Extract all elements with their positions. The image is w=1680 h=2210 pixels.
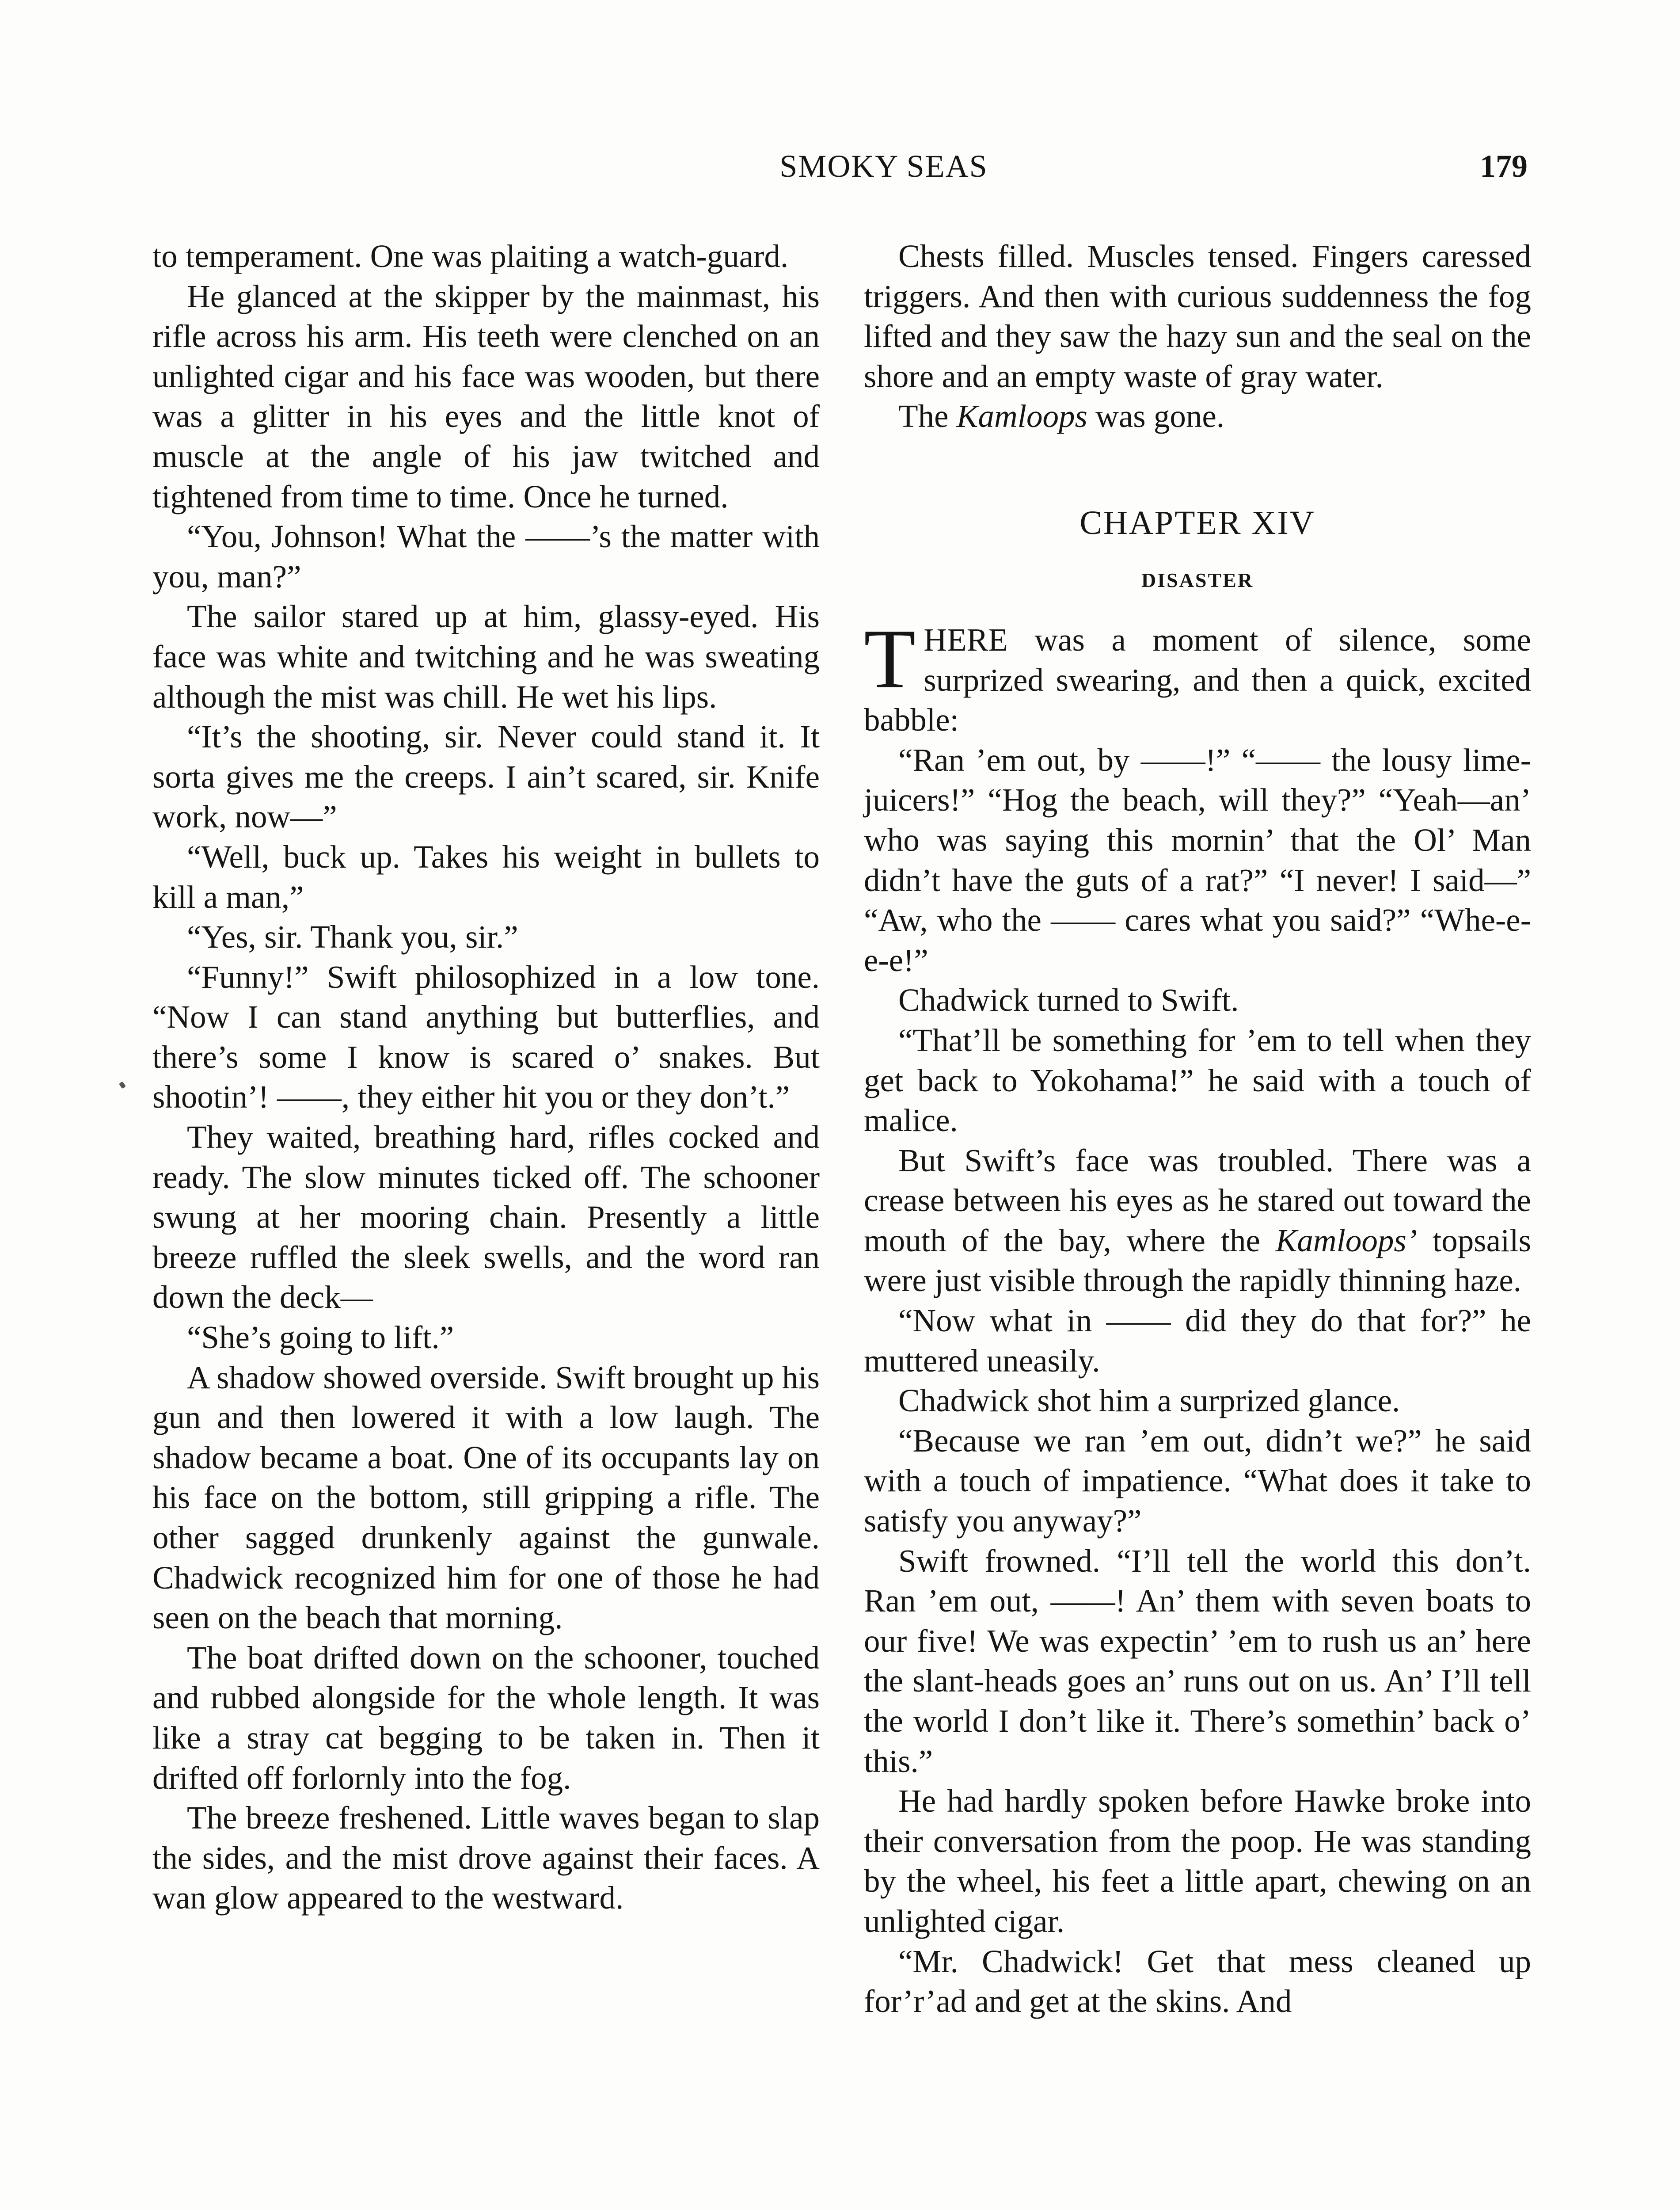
- paragraph: “She’s going to lift.”: [187, 1319, 454, 1356]
- paragraph: “Funny!” Swift philosophized in a low tone. “Now I can stand anything but butterflies, and there’s some I know is scared o’ snakes. But shootin’! ——, they either hit you or they don’t.”: [152, 959, 820, 1115]
- paragraph: “You, Johnson! What the ——’s the matter with you, man?”: [152, 518, 820, 594]
- running-title: SMOKY SEAS: [779, 149, 988, 184]
- right-column: [864, 236, 1531, 2022]
- text-run: The: [898, 398, 957, 434]
- paragraph: Swift frowned. “I’ll tell the world this don’t. Ran ’em out, ——! An’ them with seven boats to our five! We was expectin’ ’em to rush us an’ here the slant-heads goes an’ runs out on us. An’ I’ll tell the world I don’t like it. There’s somethin’ back o’ this.”: [864, 1543, 1531, 1779]
- text-run: was gone.: [1087, 398, 1225, 434]
- stray-ink-mark: [119, 1081, 126, 1089]
- paragraph: “Now what in —— did they do that for?” he muttered uneasily.: [864, 1303, 1531, 1379]
- text-run: But Swift’s face was troubled. There was a crease between his eyes as he stared out toward the mouth of the bay, where the: [864, 1142, 1531, 1258]
- text-run: HERE was a moment of silence, some surprized swearing, and then a quick, excited babble:: [864, 621, 1531, 738]
- ship-name: Kamloops’: [1275, 1222, 1418, 1258]
- paragraph: The sailor stared up at him, glassy-eyed. His face was white and twitching and he was sweating although the mist was chill. He wet his lips.: [152, 598, 820, 715]
- paragraph: “Ran ’em out, by ——!” “—— the lousy lime-juicers!” “Hog the beach, will they?” “Yeah—an’ who was saying this mornin’ that the Ol’ Man didn’t have the guts of a rat?” “I never! I said—” “Aw, who the —— cares what you said?” “Whe-e-e-e!”: [864, 742, 1531, 978]
- paragraph: “Mr. Chadwick! Get that mess cleaned up for’r’ad and get at the skins. And: [864, 1943, 1531, 2019]
- paragraph: Chests filled. Muscles tensed. Fingers caressed triggers. And then with curious suddenness the fog lifted and they saw the hazy sun and the seal on the shore and an empty waste of gray water.: [864, 238, 1531, 394]
- paragraph: A shadow showed overside. Swift brought up his gun and then lowered it with a low laugh. The shadow became a boat. One of its occupants lay on his face on the bottom, still gripping a rifle. The other sagged drunkenly against the gunwale. Chadwick recognized him for one of those he had seen on the beach that morning.: [152, 1359, 820, 1636]
- paragraph: He had hardly spoken before Hawke broke into their conversation from the poop. He was standing by the wheel, his feet a little apart, chewing on an unlighted cigar.: [864, 1783, 1531, 1939]
- chapter-subtitle: DISASTER: [1141, 568, 1254, 591]
- chapter-title: CHAPTER XIV: [1079, 504, 1315, 541]
- paragraph: “Well, buck up. Takes his weight in bullets to kill a man,”: [152, 838, 820, 915]
- paragraph: “It’s the shooting, sir. Never could stand it. It sorta gives me the creeps. I ain’t scared, sir. Knife work, now—”: [152, 719, 820, 835]
- paragraph: Chadwick shot him a surprized glance.: [898, 1383, 1400, 1419]
- text-run: topsails were just visible through the rapidly thinning haze.: [864, 1222, 1531, 1299]
- paragraph: They waited, breathing hard, rifles cocked and ready. The slow minutes ticked off. The schooner swung at her mooring chain. Presently a little breeze ruffled the sleek swells, and the word ran down the deck—: [152, 1119, 820, 1315]
- drop-cap: T: [864, 611, 916, 706]
- paragraph: He glanced at the skipper by the mainmast, his rifle across his arm. His teeth were clenched on an unlighted cigar and his face was wooden, but there was a glitter in his eyes and the little knot of muscle at the angle of his jaw twitched and tightened from time to time. Once he turned.: [152, 278, 820, 514]
- page-number: 179: [1480, 149, 1528, 184]
- paragraph: to temperament. One was plaiting a watch-guard.: [152, 238, 789, 274]
- ship-name: Kamloops: [956, 398, 1087, 434]
- paragraph: “That’ll be something for ’em to tell when they get back to Yokohama!” he said with a touch of malice.: [864, 1022, 1531, 1139]
- paragraph-kamloops-gone: [864, 396, 1531, 437]
- paragraph: The boat drifted down on the schooner, touched and rubbed alongside for the whole length. It was like a stray cat begging to be taken in. Then it drifted off forlornly into the fog.: [152, 1639, 820, 1796]
- chapter-opening-paragraph: [864, 611, 1531, 740]
- paragraph: Chadwick turned to Swift.: [898, 982, 1239, 1018]
- paragraph-crease: [864, 1141, 1531, 1301]
- paragraph: “Yes, sir. Thank you, sir.”: [187, 919, 518, 955]
- paragraph: The breeze freshened. Little waves began to slap the sides, and the mist drove against their faces. A wan glow appeared to the westward.: [152, 1800, 820, 1916]
- left-column: [152, 236, 820, 1918]
- paragraph: “Because we ran ’em out, didn’t we?” he said with a touch of impatience. “What does it take to satisfy you anyway?”: [864, 1422, 1531, 1539]
